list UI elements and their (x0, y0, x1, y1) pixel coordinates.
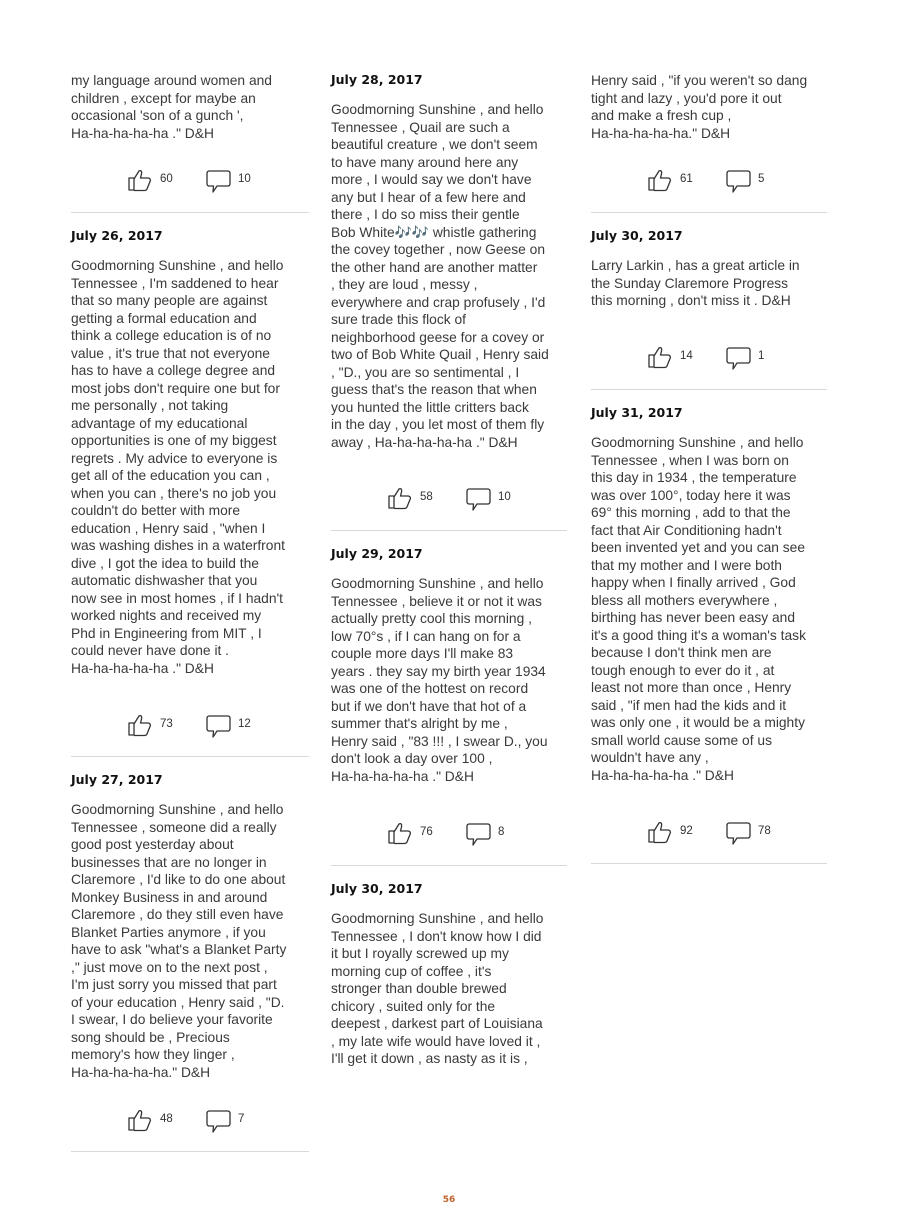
comment-icon[interactable] (205, 713, 231, 739)
post-reactions (71, 713, 309, 753)
post-reactions (591, 168, 829, 208)
post-date: July 31, 2017 (591, 405, 683, 420)
thumbs-up-icon[interactable] (127, 168, 153, 192)
comment-icon[interactable] (725, 168, 751, 194)
comment-icon[interactable] (725, 820, 751, 846)
thumbs-up-icon[interactable] (647, 345, 673, 369)
like-count: 60 (160, 173, 173, 185)
thumbs-up-icon[interactable] (647, 168, 673, 192)
post-text: my language around women and children , except for maybe an occasional 'son of a gunch ', Ha-ha-ha-ha-ha ." D&H (71, 73, 272, 141)
divider (591, 212, 827, 213)
like-count: 48 (160, 1113, 173, 1125)
like-count: 61 (680, 173, 693, 185)
like-count: 73 (160, 718, 173, 730)
comment-count: 10 (238, 173, 251, 185)
divider (331, 865, 567, 866)
comment-count: 7 (238, 1113, 245, 1125)
post-reactions (331, 486, 569, 526)
like-count: 14 (680, 350, 693, 362)
comment-icon[interactable] (465, 486, 491, 512)
thumbs-up-icon[interactable] (127, 1108, 153, 1132)
post-date: July 26, 2017 (71, 228, 163, 243)
comment-icon[interactable] (205, 1108, 231, 1134)
post-text: Goodmorning Sunshine , and hello Tennessee , someone did a really good post yesterday about businesses that are no longer in Claremore , I'd like to do one about Monkey Business in and around Claremore , do they still even have Blanket Parties anymore , if you have to ask "what's a Blanket Party ," just move on to the next post , I'm just sorry you missed that part of your education , Henry said , "D. I swear, I do believe your favorite song should be , Precious memory's how they linger , Ha-ha-ha-ha-ha." D&H (71, 802, 287, 1080)
post-date: July 27, 2017 (71, 772, 163, 787)
divider (71, 756, 309, 757)
divider (331, 530, 567, 531)
like-count: 92 (680, 825, 693, 837)
thumbs-up-icon[interactable] (387, 486, 413, 510)
page-number: 56 (442, 1195, 456, 1205)
divider (591, 389, 827, 390)
thumbs-up-icon[interactable] (127, 713, 153, 737)
comment-count: 12 (238, 718, 251, 730)
thumbs-up-icon[interactable] (647, 820, 673, 844)
divider (71, 212, 309, 213)
post-reactions (591, 345, 829, 385)
post-text: Henry said , "if you weren't so dang tight and lazy , you'd pore it out and make a fresh cup , Ha-ha-ha-ha-ha." D&H (591, 73, 808, 141)
divider (591, 863, 827, 864)
comment-count: 5 (758, 173, 765, 185)
post-reactions (591, 820, 829, 860)
comment-count: 1 (758, 350, 765, 362)
post-text: Larry Larkin , has a great article in the Sunday Claremore Progress this morning , don't miss it . D&H (591, 258, 800, 308)
post-text: Goodmorning Sunshine , and hello Tennessee , Quail are such a beautiful creature , we don't seem to have many around here any more , I would say we don't have any but I hear of a few here and there , I do so miss their gentle Bob White🎶🎶 whistle gathering the covey together , now Geese on the other hand are another matter , they are loud , messy , everywhere and crap profusely , I'd sure trade this flock of neighborhood geese for a covey or two of Bob White Quail , Henry said , "D., you are so sentimental , I guess that's the reason that when you hunted the little critters back in the day , you let most of them fly away , Ha-ha-ha-ha-ha ." D&H (331, 102, 549, 450)
like-count: 58 (420, 491, 433, 503)
post-reactions (331, 821, 569, 861)
comment-icon[interactable] (725, 345, 751, 371)
post-date: July 30, 2017 (331, 881, 423, 896)
post-reactions (71, 168, 309, 208)
post-date: July 28, 2017 (331, 72, 423, 87)
comment-count: 8 (498, 826, 505, 838)
post-text: Goodmorning Sunshine , and hello Tennessee , believe it or not it was actually pretty cool this morning , low 70°s , if I can hang on for a couple more days I'll make 83 years . they say my birth year 1934 was one of the hottest on record but if we don't have that hot of a summer that's alright by me , Henry said , "83 !!! , I swear D., you don't look a day over 100 , Ha-ha-ha-ha-ha ." D&H (331, 576, 548, 784)
thumbs-up-icon[interactable] (387, 821, 413, 845)
comment-count: 10 (498, 491, 511, 503)
comment-icon[interactable] (465, 821, 491, 847)
post-date: July 30, 2017 (591, 228, 683, 243)
comment-count: 78 (758, 825, 771, 837)
like-count: 76 (420, 826, 433, 838)
post-reactions (71, 1108, 309, 1148)
comment-icon[interactable] (205, 168, 231, 194)
divider (71, 1151, 309, 1152)
post-text: Goodmorning Sunshine , and hello Tennessee , I'm saddened to hear that so many people are against getting a formal education and think a college education is of no value , it's true that not everyone has to have a college degree and most jobs don't require one but for me personally , not taking advantage of my educational opportunities is one of my biggest regrets . My advice to everyone is get all of the education you can , when you can , there's no job you couldn't do better with more education , Henry said , "when I was washing dishes in a waterfront dive , I got the idea to build the automatic dishwasher that you now see in most homes , if I hadn't worked nights and received my Phd in Engineering from MIT , I could never have done it . Ha-ha-ha-ha-ha ." D&H (71, 258, 285, 676)
post-text: Goodmorning Sunshine , and hello Tennessee , I don't know how I did it but I royally screwed up my morning cup of coffee , it's stronger than double brewed chicory , suited only for the deepest , darkest part of Louisiana , my late wife would have loved it , I'll get it down , as nasty as it is , (331, 911, 544, 1066)
post-date: July 29, 2017 (331, 546, 423, 561)
post-text: Goodmorning Sunshine , and hello Tennessee , when I was born on this day in 1934 , the temperature was over 100°, today here it was 69° this morning , add to that the fact that Air Conditioning hadn't been invented yet and you can see that my mother and I were both happy when I finally arrived , God bless all mothers everywhere , birthing has never been easy and it's a good thing it's a woman's task because I don't think men are tough enough to ever do it , at least not more than once , Henry said , "if men had the kids and it was only one , it would be a mighty small world cause some of us wouldn't have any , Ha-ha-ha-ha-ha ." D&H (591, 435, 806, 783)
